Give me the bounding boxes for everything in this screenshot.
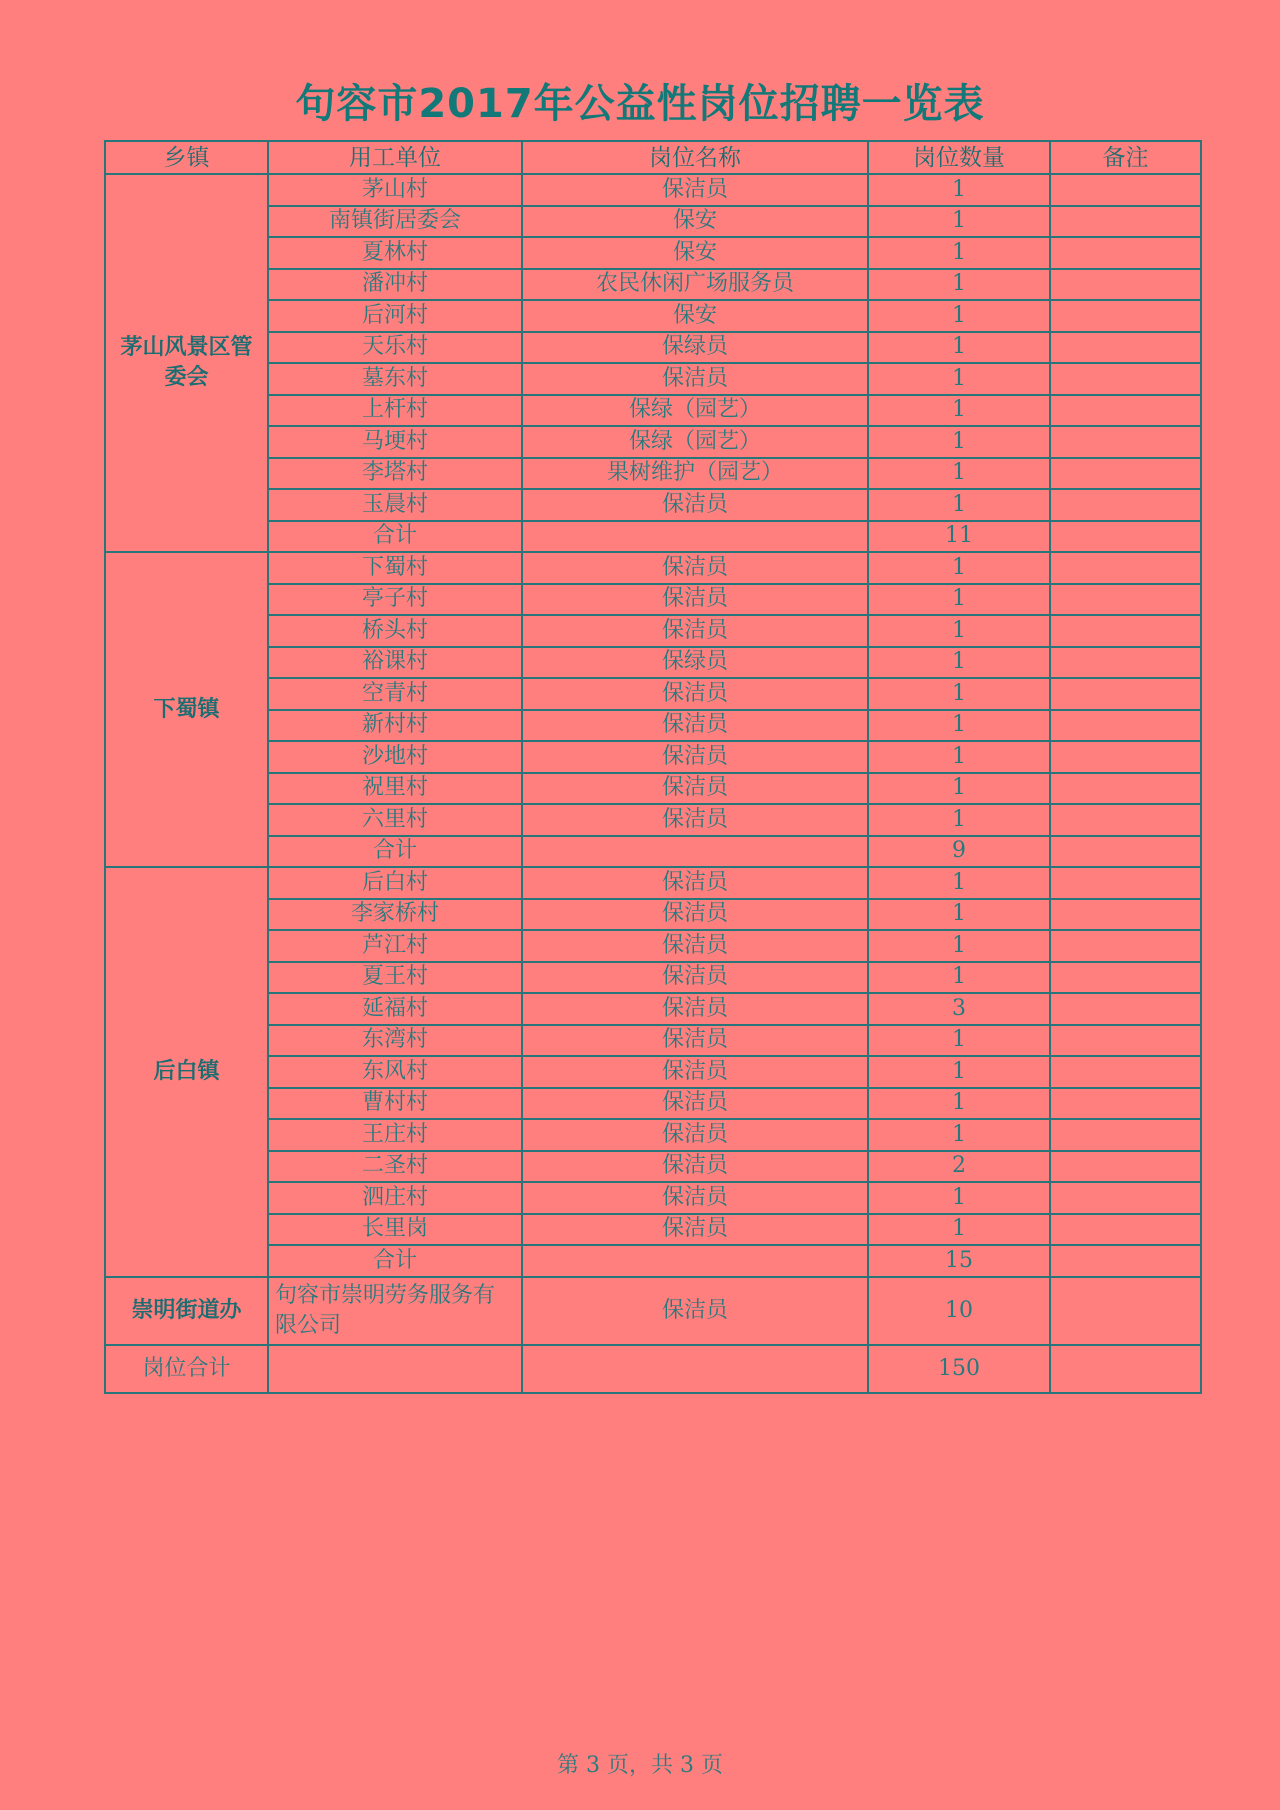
count-cell: 1 bbox=[868, 237, 1050, 269]
grand-total-label: 岗位合计 bbox=[105, 1345, 268, 1393]
table-row bbox=[105, 300, 1201, 332]
note-cell bbox=[1050, 867, 1201, 899]
count-cell: 1 bbox=[868, 773, 1050, 805]
count-cell: 1 bbox=[868, 269, 1050, 301]
count-cell: 1 bbox=[868, 962, 1050, 994]
unit-cell: 长里岗 bbox=[268, 1214, 522, 1246]
table-row bbox=[105, 237, 1201, 269]
note-cell bbox=[1050, 206, 1201, 238]
note-cell bbox=[1050, 615, 1201, 647]
job-cell: 保洁员 bbox=[522, 962, 868, 994]
note-cell bbox=[1050, 458, 1201, 490]
note-cell bbox=[1050, 741, 1201, 773]
job-cell: 保洁员 bbox=[522, 867, 868, 899]
unit-cell: 空青村 bbox=[268, 678, 522, 710]
town-label: 崇明街道办 bbox=[131, 1297, 242, 1323]
town-label: 茅山风景区管委会 bbox=[120, 335, 253, 390]
count-cell: 1 bbox=[868, 647, 1050, 679]
unit-cell: 裕课村 bbox=[268, 647, 522, 679]
unit-cell: 夏王村 bbox=[268, 962, 522, 994]
count-cell: 1 bbox=[868, 584, 1050, 616]
note-cell bbox=[1050, 300, 1201, 332]
unit-cell: 桥头村 bbox=[268, 615, 522, 647]
job-cell: 保绿（园艺） bbox=[522, 426, 868, 458]
job-cell: 保洁员 bbox=[522, 615, 868, 647]
table-row bbox=[105, 1214, 1201, 1246]
note-cell bbox=[1050, 426, 1201, 458]
job-cell: 保安 bbox=[522, 237, 868, 269]
unit-cell: 芦江村 bbox=[268, 930, 522, 962]
table-row bbox=[105, 363, 1201, 395]
table-row bbox=[105, 678, 1201, 710]
table-row bbox=[105, 1088, 1201, 1120]
job-cell: 保洁员 bbox=[522, 1277, 868, 1345]
count-cell: 1 bbox=[868, 804, 1050, 836]
table-row bbox=[105, 1056, 1201, 1088]
table-row bbox=[105, 804, 1201, 836]
job-cell: 保洁员 bbox=[522, 1214, 868, 1246]
job-cell: 保洁员 bbox=[522, 489, 868, 521]
note-cell bbox=[1050, 647, 1201, 679]
unit-cell: 王庄村 bbox=[268, 1119, 522, 1151]
job-cell: 保绿（园艺） bbox=[522, 395, 868, 427]
unit-cell: 李家桥村 bbox=[268, 899, 522, 931]
unit-cell: 玉晨村 bbox=[268, 489, 522, 521]
table-row bbox=[105, 867, 1201, 899]
unit-cell: 二圣村 bbox=[268, 1151, 522, 1183]
count-cell: 1 bbox=[868, 899, 1050, 931]
job-cell: 保洁员 bbox=[522, 899, 868, 931]
unit-cell: 合计 bbox=[268, 836, 522, 868]
job-cell: 保安 bbox=[522, 206, 868, 238]
note-cell bbox=[1050, 1214, 1201, 1246]
count-cell: 1 bbox=[868, 1214, 1050, 1246]
table-row bbox=[105, 395, 1201, 427]
unit-cell: 天乐村 bbox=[268, 332, 522, 364]
note-cell bbox=[1050, 930, 1201, 962]
job-cell: 保洁员 bbox=[522, 1151, 868, 1183]
job-cell: 保洁员 bbox=[522, 174, 868, 206]
table-row bbox=[105, 741, 1201, 773]
table-row bbox=[105, 773, 1201, 805]
count-cell: 1 bbox=[868, 363, 1050, 395]
subtotal-row bbox=[105, 836, 1201, 868]
note-cell bbox=[1050, 237, 1201, 269]
table-row bbox=[105, 206, 1201, 238]
job-cell: 保安 bbox=[522, 300, 868, 332]
count-cell: 10 bbox=[868, 1277, 1050, 1345]
table-row bbox=[105, 332, 1201, 364]
unit-cell: 夏林村 bbox=[268, 237, 522, 269]
note-cell bbox=[1050, 1088, 1201, 1120]
job-cell: 保洁员 bbox=[522, 1056, 868, 1088]
note-cell bbox=[1050, 710, 1201, 742]
table-row bbox=[105, 1182, 1201, 1214]
count-cell: 1 bbox=[868, 174, 1050, 206]
table-body bbox=[105, 174, 1201, 1393]
table-row bbox=[105, 993, 1201, 1025]
unit-cell: 亭子村 bbox=[268, 584, 522, 616]
table-row bbox=[105, 1277, 1201, 1345]
note-cell bbox=[1050, 678, 1201, 710]
table-row bbox=[105, 615, 1201, 647]
grand-total-count: 150 bbox=[868, 1345, 1050, 1393]
count-cell: 1 bbox=[868, 300, 1050, 332]
note-cell bbox=[1050, 552, 1201, 584]
job-cell: 保洁员 bbox=[522, 1182, 868, 1214]
job-cell bbox=[522, 836, 868, 868]
note-cell bbox=[1050, 363, 1201, 395]
job-cell: 保洁员 bbox=[522, 993, 868, 1025]
count-cell: 1 bbox=[868, 206, 1050, 238]
town-label: 后白镇 bbox=[153, 1058, 220, 1084]
note-cell bbox=[1050, 1056, 1201, 1088]
count-cell: 1 bbox=[868, 1088, 1050, 1120]
count-cell: 1 bbox=[868, 552, 1050, 584]
job-cell: 保洁员 bbox=[522, 930, 868, 962]
job-cell: 保洁员 bbox=[522, 1025, 868, 1057]
town-cell bbox=[105, 1277, 268, 1345]
unit-cell: 沙地村 bbox=[268, 741, 522, 773]
table-row bbox=[105, 962, 1201, 994]
table-row bbox=[105, 1025, 1201, 1057]
note-cell bbox=[1050, 1119, 1201, 1151]
header-count: 岗位数量 bbox=[868, 141, 1050, 174]
recruitment-table bbox=[104, 140, 1202, 1394]
table-row bbox=[105, 174, 1201, 206]
note-cell bbox=[1050, 174, 1201, 206]
note-cell bbox=[1050, 962, 1201, 994]
note-cell bbox=[1050, 1151, 1201, 1183]
count-cell: 2 bbox=[868, 1151, 1050, 1183]
note-cell bbox=[1050, 332, 1201, 364]
job-cell: 保绿员 bbox=[522, 647, 868, 679]
count-cell: 15 bbox=[868, 1245, 1050, 1277]
unit-cell: 合计 bbox=[268, 521, 522, 553]
unit-cell: 李塔村 bbox=[268, 458, 522, 490]
table-row bbox=[105, 899, 1201, 931]
unit-cell: 墓东村 bbox=[268, 363, 522, 395]
table-row bbox=[105, 269, 1201, 301]
town-label: 下蜀镇 bbox=[153, 696, 220, 722]
unit-cell: 上杆村 bbox=[268, 395, 522, 427]
grand-total-unit bbox=[268, 1345, 522, 1393]
unit-cell: 东风村 bbox=[268, 1056, 522, 1088]
table-row bbox=[105, 426, 1201, 458]
job-cell: 果树维护（园艺） bbox=[522, 458, 868, 490]
unit-cell: 曹村村 bbox=[268, 1088, 522, 1120]
table-row bbox=[105, 647, 1201, 679]
note-cell bbox=[1050, 804, 1201, 836]
note-cell bbox=[1050, 395, 1201, 427]
grand-total-job bbox=[522, 1345, 868, 1393]
table-row bbox=[105, 710, 1201, 742]
table-row bbox=[105, 1151, 1201, 1183]
table-row bbox=[105, 1119, 1201, 1151]
note-cell bbox=[1050, 584, 1201, 616]
count-cell: 11 bbox=[868, 521, 1050, 553]
unit-cell: 后白村 bbox=[268, 867, 522, 899]
unit-cell: 南镇街居委会 bbox=[268, 206, 522, 238]
count-cell: 1 bbox=[868, 1119, 1050, 1151]
table-row bbox=[105, 489, 1201, 521]
job-cell: 保洁员 bbox=[522, 584, 868, 616]
table-row bbox=[105, 584, 1201, 616]
count-cell: 1 bbox=[868, 1182, 1050, 1214]
count-cell: 1 bbox=[868, 741, 1050, 773]
page-footer: 第 3 页，共 3 页 bbox=[557, 1753, 723, 1778]
table-header-row bbox=[105, 141, 1201, 174]
job-cell: 保洁员 bbox=[522, 773, 868, 805]
note-cell bbox=[1050, 1245, 1201, 1277]
note-cell bbox=[1050, 489, 1201, 521]
note-cell bbox=[1050, 993, 1201, 1025]
unit-cell: 茅山村 bbox=[268, 174, 522, 206]
count-cell: 1 bbox=[868, 458, 1050, 490]
count-cell: 1 bbox=[868, 1056, 1050, 1088]
count-cell: 1 bbox=[868, 426, 1050, 458]
town-cell bbox=[105, 552, 268, 867]
note-cell bbox=[1050, 836, 1201, 868]
unit-cell: 六里村 bbox=[268, 804, 522, 836]
job-cell bbox=[522, 1245, 868, 1277]
note-cell bbox=[1050, 269, 1201, 301]
note-cell bbox=[1050, 1277, 1201, 1345]
unit-cell: 马埂村 bbox=[268, 426, 522, 458]
unit-cell: 后河村 bbox=[268, 300, 522, 332]
job-cell: 保洁员 bbox=[522, 678, 868, 710]
job-cell: 保洁员 bbox=[522, 1088, 868, 1120]
unit-cell: 合计 bbox=[268, 1245, 522, 1277]
count-cell: 3 bbox=[868, 993, 1050, 1025]
town-cell bbox=[105, 174, 268, 552]
header-town: 乡镇 bbox=[105, 141, 268, 174]
job-cell: 保洁员 bbox=[522, 1119, 868, 1151]
unit-cell: 下蜀村 bbox=[268, 552, 522, 584]
count-cell: 1 bbox=[868, 1025, 1050, 1057]
unit-cell: 延福村 bbox=[268, 993, 522, 1025]
unit-cell: 祝里村 bbox=[268, 773, 522, 805]
unit-cell: 句容市崇明劳务服务有限公司 bbox=[268, 1277, 522, 1345]
page-title: 句容市2017年公益性岗位招聘一览表 bbox=[295, 81, 985, 127]
table-row bbox=[105, 930, 1201, 962]
job-cell: 保洁员 bbox=[522, 741, 868, 773]
header-unit: 用工单位 bbox=[268, 141, 522, 174]
unit-cell: 新村村 bbox=[268, 710, 522, 742]
note-cell bbox=[1050, 899, 1201, 931]
town-cell bbox=[105, 867, 268, 1277]
note-cell bbox=[1050, 521, 1201, 553]
table-row bbox=[105, 552, 1201, 584]
unit-cell: 潘冲村 bbox=[268, 269, 522, 301]
count-cell: 9 bbox=[868, 836, 1050, 868]
header-job: 岗位名称 bbox=[522, 141, 868, 174]
job-cell: 保洁员 bbox=[522, 363, 868, 395]
grand-total-note bbox=[1050, 1345, 1201, 1393]
subtotal-row bbox=[105, 1245, 1201, 1277]
count-cell: 1 bbox=[868, 332, 1050, 364]
count-cell: 1 bbox=[868, 930, 1050, 962]
job-cell: 农民休闲广场服务员 bbox=[522, 269, 868, 301]
unit-cell: 泗庄村 bbox=[268, 1182, 522, 1214]
count-cell: 1 bbox=[868, 867, 1050, 899]
job-cell: 保绿员 bbox=[522, 332, 868, 364]
count-cell: 1 bbox=[868, 395, 1050, 427]
job-cell: 保洁员 bbox=[522, 804, 868, 836]
job-cell bbox=[522, 521, 868, 553]
count-cell: 1 bbox=[868, 489, 1050, 521]
subtotal-row bbox=[105, 521, 1201, 553]
note-cell bbox=[1050, 1025, 1201, 1057]
count-cell: 1 bbox=[868, 615, 1050, 647]
unit-cell: 东湾村 bbox=[268, 1025, 522, 1057]
note-cell bbox=[1050, 773, 1201, 805]
header-note: 备注 bbox=[1050, 141, 1201, 174]
note-cell bbox=[1050, 1182, 1201, 1214]
count-cell: 1 bbox=[868, 678, 1050, 710]
job-cell: 保洁员 bbox=[522, 710, 868, 742]
grand-total-row bbox=[105, 1345, 1201, 1393]
table-row bbox=[105, 458, 1201, 490]
job-cell: 保洁员 bbox=[522, 552, 868, 584]
count-cell: 1 bbox=[868, 710, 1050, 742]
